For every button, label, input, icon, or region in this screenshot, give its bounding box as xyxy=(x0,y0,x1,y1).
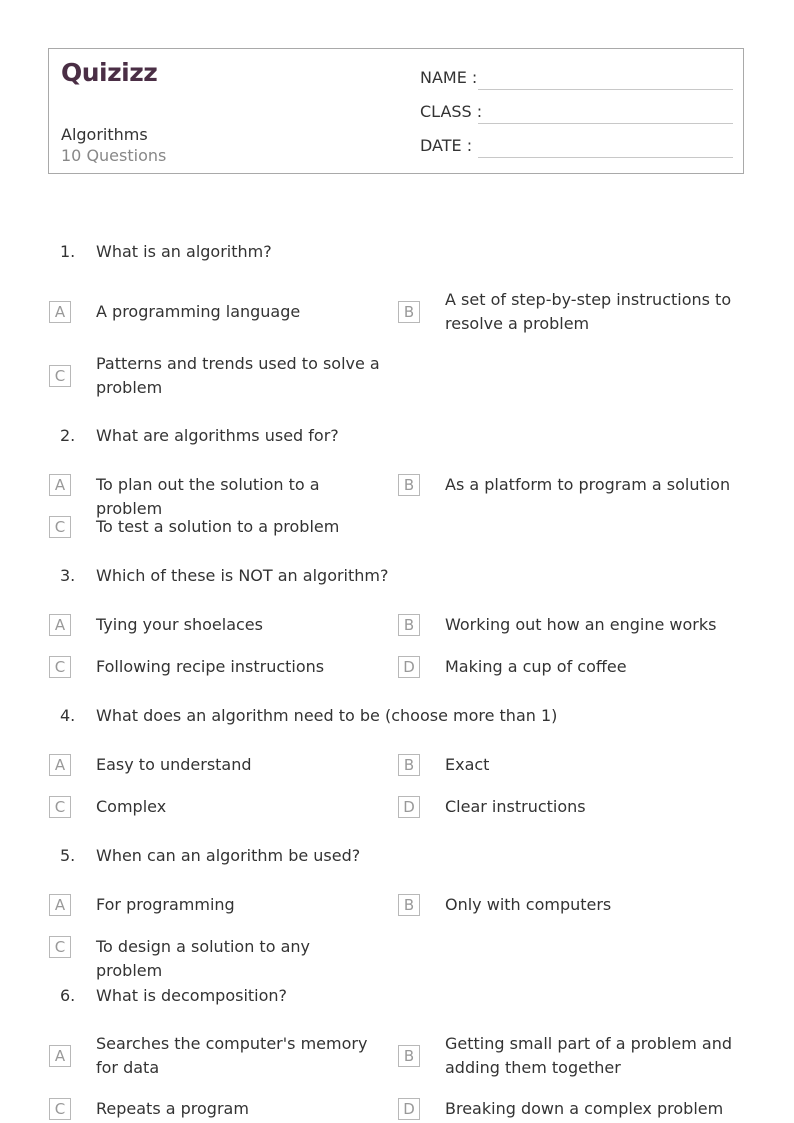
class-label: CLASS : xyxy=(420,102,483,121)
question-count: 10 Questions xyxy=(61,146,167,165)
option-letter: D xyxy=(398,796,420,818)
option-letter: A xyxy=(49,1045,71,1067)
option-text: A set of step-by-step instructions to resolve a problem xyxy=(445,290,732,333)
question-number: 1. xyxy=(60,242,76,261)
option-letter: A xyxy=(49,614,71,636)
name-label: NAME : xyxy=(420,68,478,87)
option-text: A programming language xyxy=(96,302,301,321)
question-text: What is an algorithm? xyxy=(96,242,272,261)
option-text: Clear instructions xyxy=(445,797,586,816)
worksheet-header xyxy=(48,48,744,174)
option-text: Searches the computer's memory for data xyxy=(96,1034,368,1077)
option-text: Working out how an engine works xyxy=(445,615,717,634)
option-letter: B xyxy=(398,301,420,323)
option-letter: B xyxy=(398,474,420,496)
option-letter: B xyxy=(398,754,420,776)
option-text: Easy to understand xyxy=(96,755,252,774)
date-line xyxy=(478,157,733,158)
question-text: What are algorithms used for? xyxy=(96,426,339,445)
option-text: Following recipe instructions xyxy=(96,657,325,676)
option-letter: C xyxy=(49,796,71,818)
option-text: Only with computers xyxy=(445,895,612,914)
option-letter: C xyxy=(49,1098,71,1120)
question-text: When can an algorithm be used? xyxy=(96,846,361,865)
quizizz-logo: Quizizz xyxy=(61,58,158,87)
question-text: What is decomposition? xyxy=(96,986,288,1005)
option-text: Getting small part of a problem and adding them together xyxy=(445,1034,733,1077)
question-text: What does an algorithm need to be (choose more than 1) xyxy=(96,706,558,725)
option-letter: B xyxy=(398,614,420,636)
option-text: Repeats a program xyxy=(96,1099,249,1118)
class-line xyxy=(478,123,733,124)
option-letter: A xyxy=(49,894,71,916)
option-text: To design a solution to any problem xyxy=(96,937,310,980)
option-letter: C xyxy=(49,365,71,387)
question-number: 2. xyxy=(60,426,76,445)
option-text: To plan out the solution to a problem xyxy=(96,475,320,518)
option-text: Tying your shoelaces xyxy=(96,615,263,634)
question-number: 4. xyxy=(60,706,76,725)
question-number: 5. xyxy=(60,846,76,865)
option-letter: B xyxy=(398,894,420,916)
option-text: Making a cup of coffee xyxy=(445,657,627,676)
option-text: For programming xyxy=(96,895,235,914)
question-text: Which of these is NOT an algorithm? xyxy=(96,566,389,585)
question-number: 6. xyxy=(60,986,76,1005)
option-letter: D xyxy=(398,656,420,678)
date-label: DATE : xyxy=(420,136,473,155)
option-text: To test a solution to a problem xyxy=(96,517,340,536)
option-letter: C xyxy=(49,936,71,958)
option-text: Patterns and trends used to solve a problem xyxy=(96,354,380,397)
option-text: Complex xyxy=(96,797,167,816)
option-letter: D xyxy=(398,1098,420,1120)
worksheet-title: Algorithms xyxy=(61,125,148,144)
option-letter: C xyxy=(49,516,71,538)
option-letter: B xyxy=(398,1045,420,1067)
option-text: As a platform to program a solution xyxy=(445,475,731,494)
option-text: Exact xyxy=(445,755,490,774)
question-number: 3. xyxy=(60,566,76,585)
option-letter: A xyxy=(49,474,71,496)
name-line xyxy=(478,89,733,90)
option-letter: A xyxy=(49,754,71,776)
option-letter: C xyxy=(49,656,71,678)
option-text: Breaking down a complex problem xyxy=(445,1099,724,1118)
option-letter: A xyxy=(49,301,71,323)
